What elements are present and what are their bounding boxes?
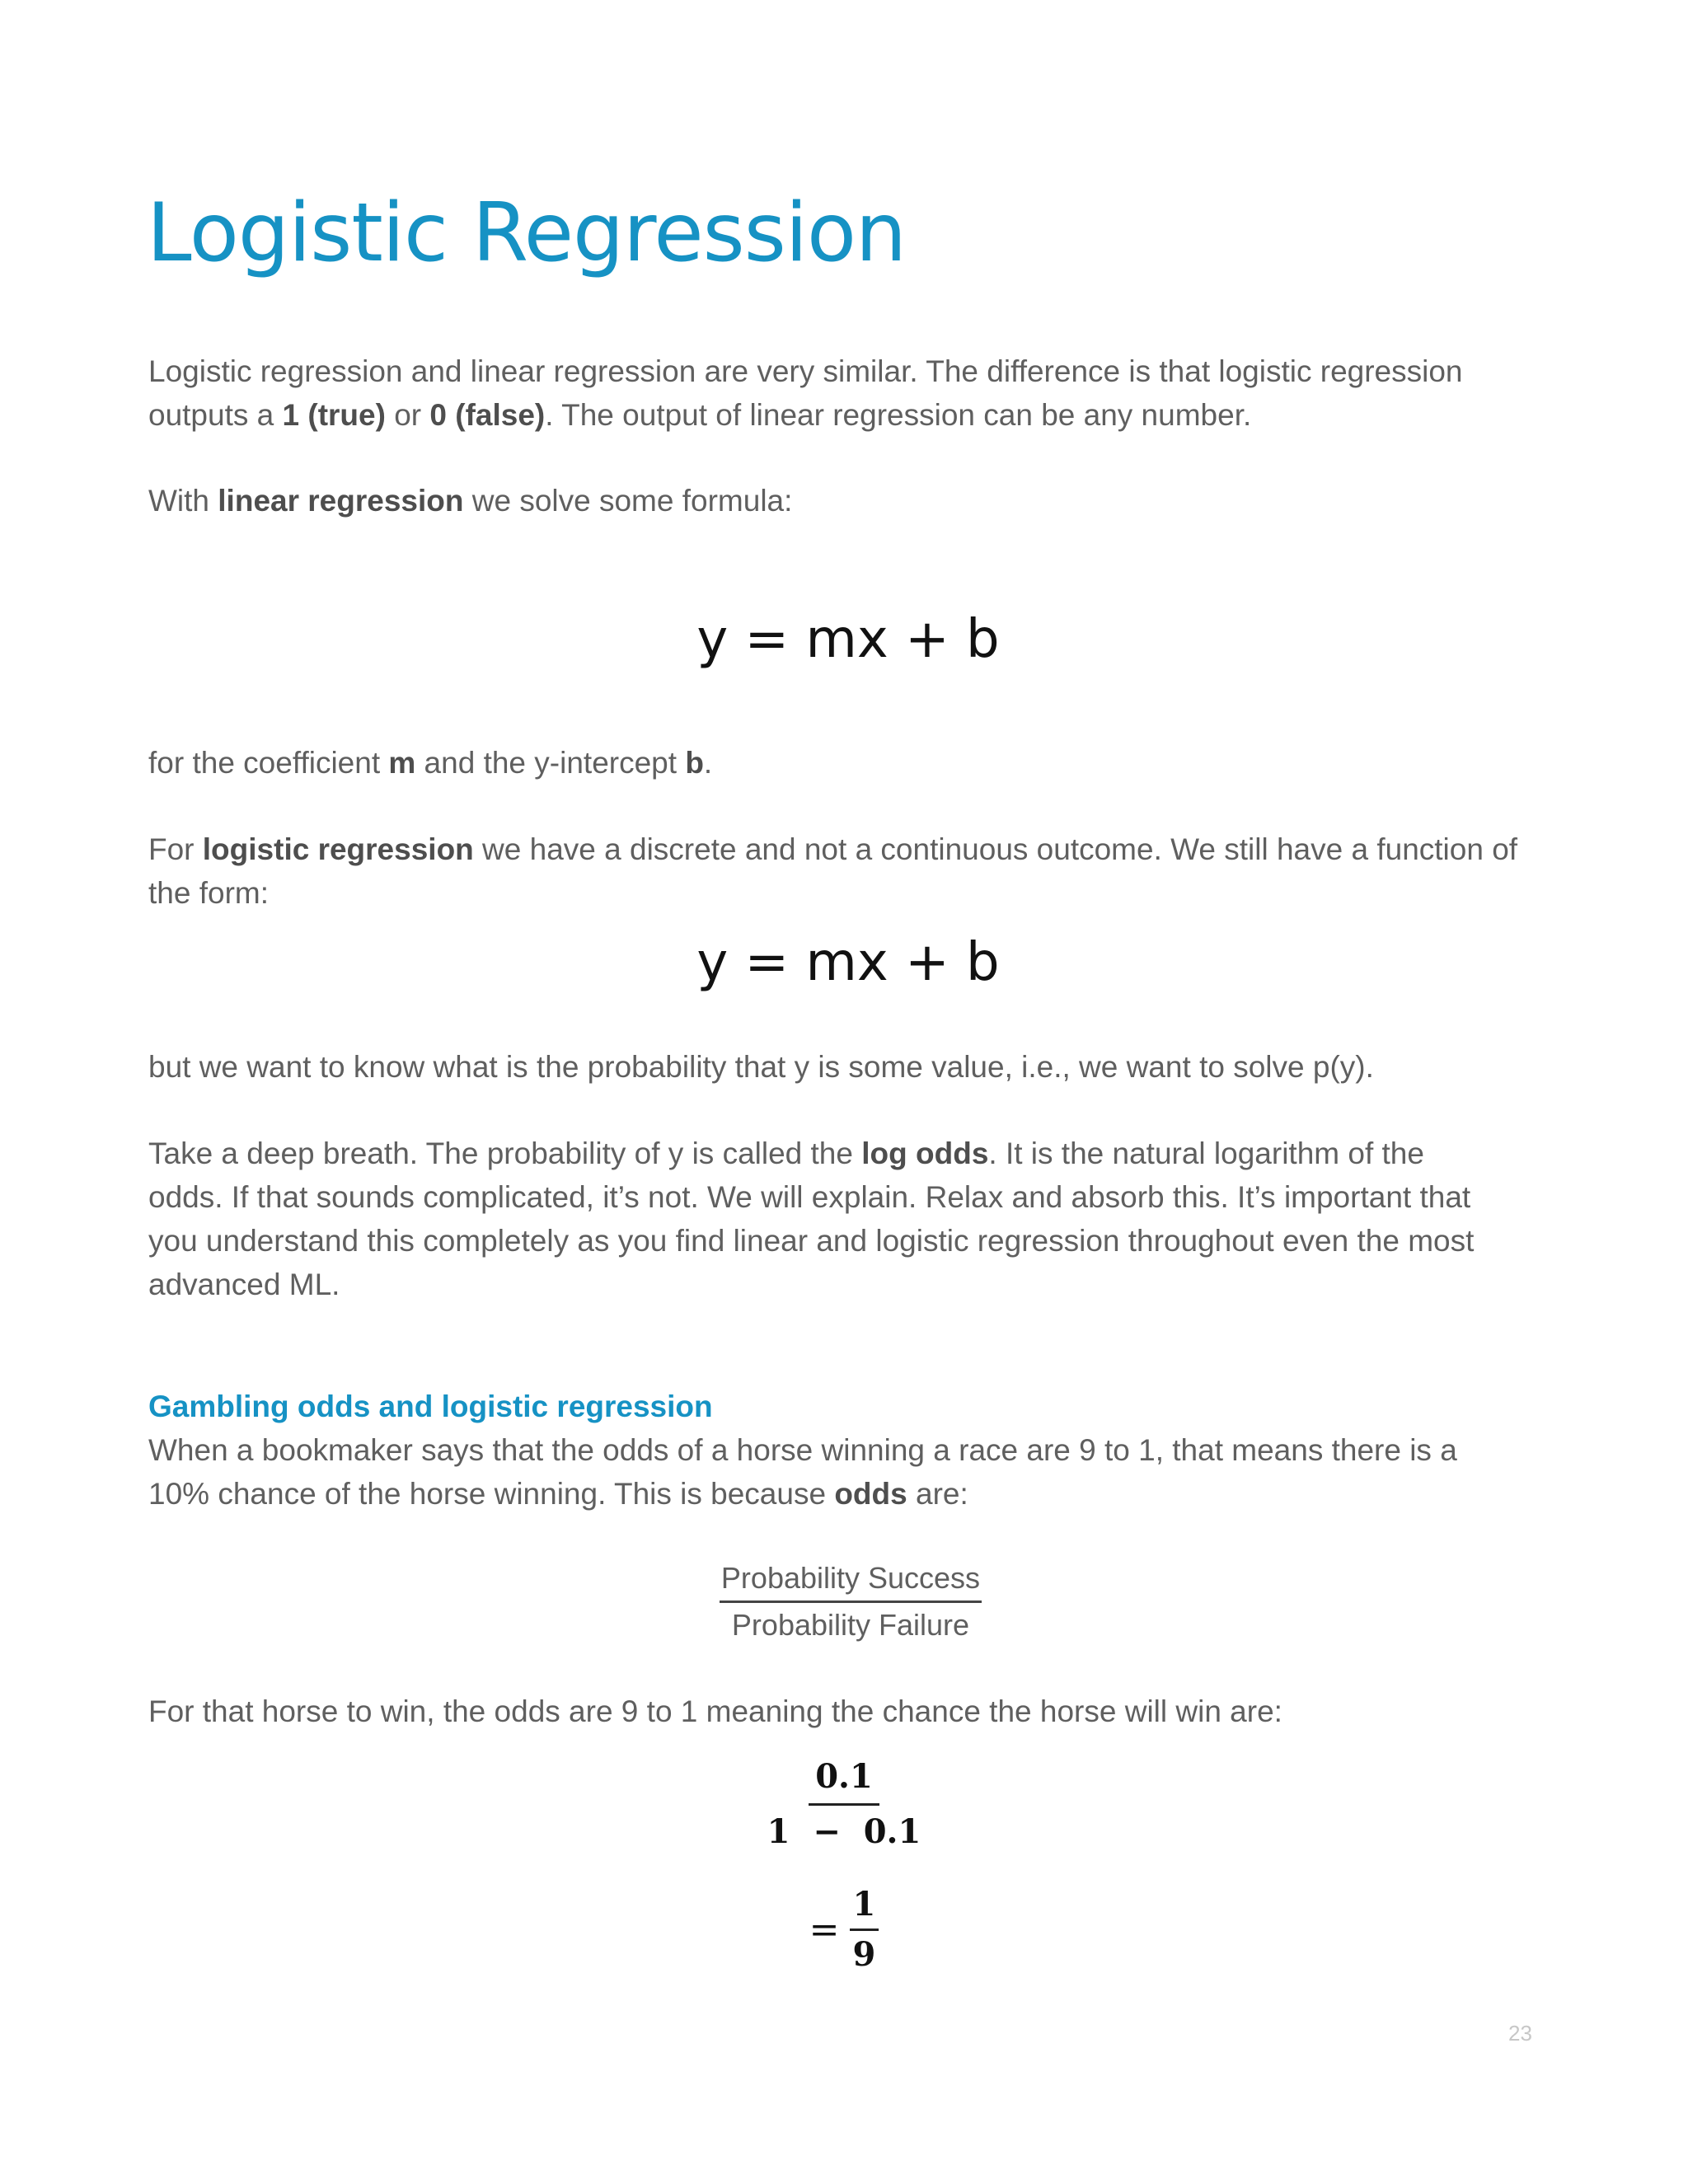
linear-text-1: With bbox=[148, 484, 218, 518]
linear-text-2: we solve some formula: bbox=[463, 484, 793, 518]
coef-bold-m: m bbox=[388, 746, 416, 780]
log-odds-paragraph bbox=[148, 1132, 1500, 1306]
odds-paragraph bbox=[148, 1428, 1517, 1516]
intro-text-1: Logistic regression and linear regression are very similar. The difference is that logistic regression outputs a bbox=[148, 354, 1463, 432]
logodds-text-1: Take a deep breath. The probability of y is called the bbox=[148, 1137, 862, 1170]
odds-fraction bbox=[0, 1558, 1688, 1646]
logodds-text-2: . It is the natural logarithm of the odds. If that sounds complicated, it’s not. We will explain. Relax and absorb this. It’s important that you understand this completely as you find linear and logistic regression throughout even the most advanced ML. bbox=[148, 1137, 1475, 1301]
odds-text-2: are: bbox=[907, 1477, 968, 1511]
equation-logistic-text: y = mx + b bbox=[696, 932, 1000, 993]
section-heading: Gambling odds and logistic regression bbox=[148, 1390, 713, 1423]
logistic-text-1: For bbox=[148, 832, 203, 866]
intro-text-2: or bbox=[385, 398, 430, 432]
calc-denominator: 1 − 0.1 bbox=[767, 1812, 921, 1851]
coefficient-paragraph bbox=[148, 741, 1550, 785]
page-number: 23 bbox=[1508, 2021, 1532, 2046]
equation-linear bbox=[0, 607, 1688, 673]
result-numerator: 1 bbox=[850, 1884, 879, 1931]
logistic-bold: logistic regression bbox=[202, 832, 474, 866]
intro-bold-false: 0 (false) bbox=[429, 398, 546, 432]
logistic-paragraph bbox=[148, 827, 1550, 915]
intro-paragraph bbox=[148, 349, 1550, 437]
odds-numerator: Probability Success bbox=[720, 1558, 982, 1603]
linear-paragraph bbox=[148, 479, 1550, 523]
calc-numerator: 0.1 bbox=[809, 1755, 879, 1806]
coef-text-1: for the coefficient bbox=[148, 746, 389, 780]
equation-logistic bbox=[0, 930, 1688, 996]
probability-paragraph: but we want to know what is the probability that y is some value, i.e., we want to solve p(y). bbox=[148, 1050, 1374, 1084]
equals-sign: = bbox=[809, 1909, 840, 1951]
coef-text-3: . bbox=[703, 746, 713, 780]
logistic-text-2: we have a discrete and not a continuous outcome. We still have a function of the form: bbox=[148, 832, 1518, 910]
horse-paragraph: For that horse to win, the odds are 9 to 1 meaning the chance the horse will win are: bbox=[148, 1694, 1282, 1728]
odds-result bbox=[0, 1884, 1688, 1975]
odds-calculation bbox=[0, 1755, 1688, 1854]
logodds-bold: log odds bbox=[861, 1137, 989, 1170]
page-title: Logistic Regression bbox=[147, 186, 907, 280]
intro-bold-true: 1 (true) bbox=[282, 398, 386, 432]
odds-text-1: When a bookmaker says that the odds of a horse winning a race are 9 to 1, that means there is a 10% chance of the horse winning. This is because bbox=[148, 1433, 1457, 1511]
coef-text-2: and the y-intercept bbox=[415, 746, 686, 780]
odds-denominator: Probability Failure bbox=[731, 1608, 970, 1642]
equation-linear-text: y = mx + b bbox=[696, 609, 1000, 670]
odds-bold: odds bbox=[834, 1477, 907, 1511]
result-denominator: 9 bbox=[852, 1935, 876, 1974]
coef-bold-b: b bbox=[685, 746, 704, 780]
intro-text-3: . The output of linear regression can be any number. bbox=[545, 398, 1252, 432]
linear-bold: linear regression bbox=[218, 484, 464, 518]
